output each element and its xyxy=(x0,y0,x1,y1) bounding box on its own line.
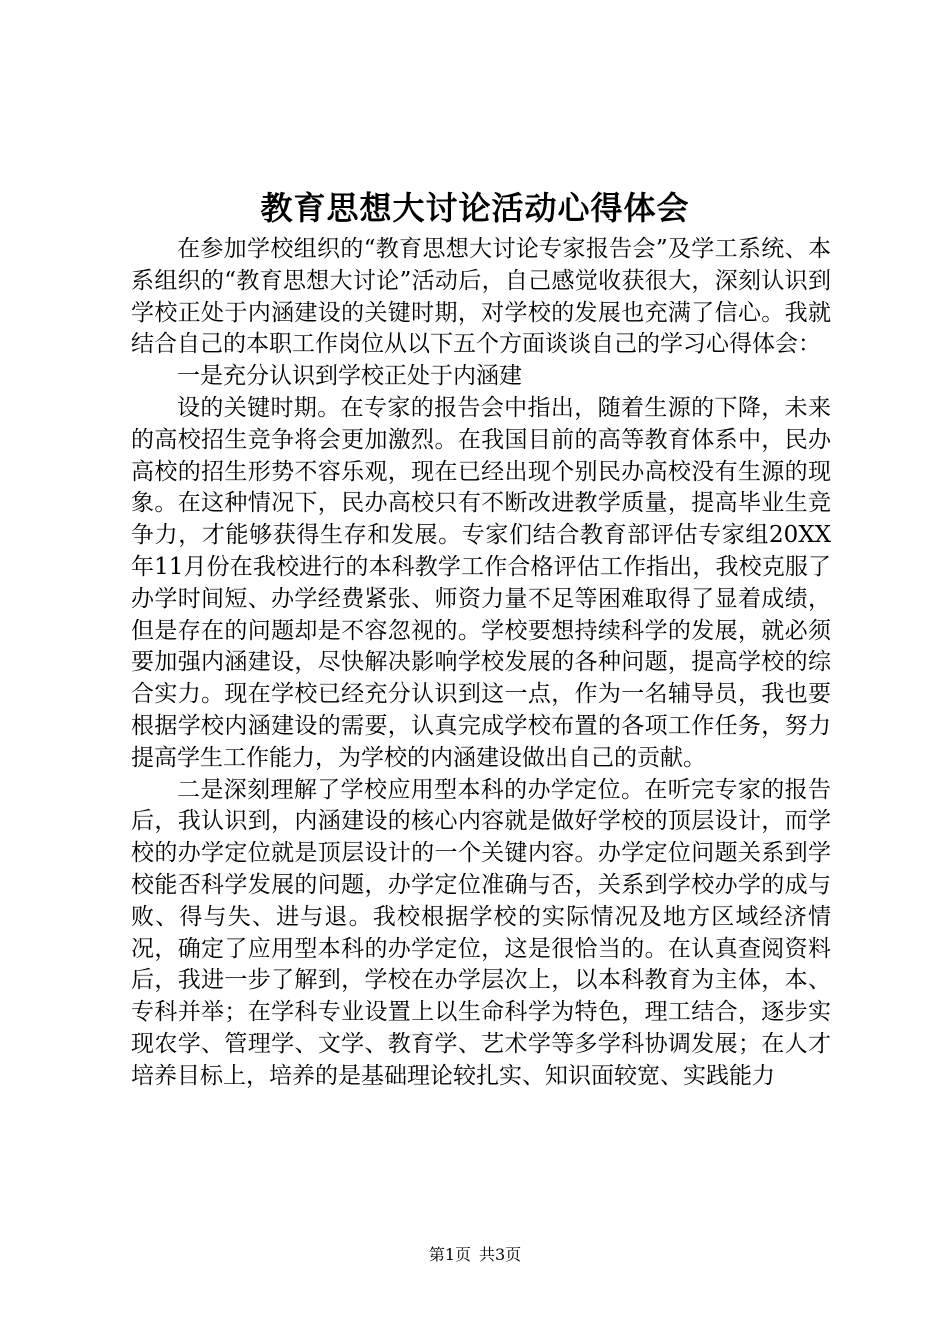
paragraph-intro: 在参加学校组织的“教育思想大讨论专家报告会”及学工系统、本系组织的“教育思想大讨论”活动后，自己感觉收获很大，深刻认识到学校正处于内涵建设的关键时期，对学校的发展也充满了信心。我就结合自己的本职工作岗位从以下五个方面谈谈自己的学习心得体会： xyxy=(131,236,831,358)
page-number: 第1页 xyxy=(428,1245,471,1264)
document-body xyxy=(131,234,831,1093)
document-title: 教育思想大讨论活动心得体会 xyxy=(260,189,690,227)
page-total: 共3页 xyxy=(479,1245,522,1264)
paragraph-point-two: 二是深刻理解了学校应用型本科的办学定位。在听完专家的报告后，我认识到，内涵建设的核心内容就是做好学校的顶层设计，而学校的办学定位就是顶层设计的一个关键内容。办学定位问题关系到学校能否科学发展的问题，办学定位准确与否，关系到学校办学的成与败、得与失、进与退。我校根据学校的实际情况及地方区域经济情况，确定了应用型本科的办学定位，这是很恰当的。在认真查阅资料后，我进一步了解到，学校在办学层次上，以本科教育为主体，本、专科并举；在学科专业设置上以生命科学为特色，理工结合，逐步实现农学、管理学、文学、教育学、艺术学等多学科协调发展；在人才培养目标上，培养的是基础理论较扎实、知识面较宽、实践能力 xyxy=(131,776,831,1089)
page-footer xyxy=(0,1244,950,1266)
paragraph-point-one-body: 设的关键时期。在专家的报告会中指出，随着生源的下降，未来的高校招生竞争将会更加激烈。在我国目前的高等教育体系中，民办高校的招生形势不容乐观，现在已经出现个别民办高校没有生源的现象。在这种情况下，民办高校只有不断改进教学质量，提高毕业生竞争力，才能够获得生存和发展。专家们结合教育部评估专家组20XX年11月份在我校进行的本科教学工作合格评估工作指出，我校克服了办学时间短、办学经费紧张、师资力量不足等困难取得了显着成绩，但是存在的问题却是不容忽视的。学校要想持续科学的发展，就必须要加强内涵建设，尽快解决影响学校发展的各种问题，提高学校的综合实力。现在学校已经充分认识到这一点，作为一名辅导员，我也要根据学校内涵建设的需要，认真完成学校布置的各项工作任务，努力提高学生工作能力，为学校的内涵建设做出自己的贡献。 xyxy=(131,394,831,771)
paragraph-point-one-heading: 一是充分认识到学校正处于内涵建 xyxy=(177,363,522,390)
